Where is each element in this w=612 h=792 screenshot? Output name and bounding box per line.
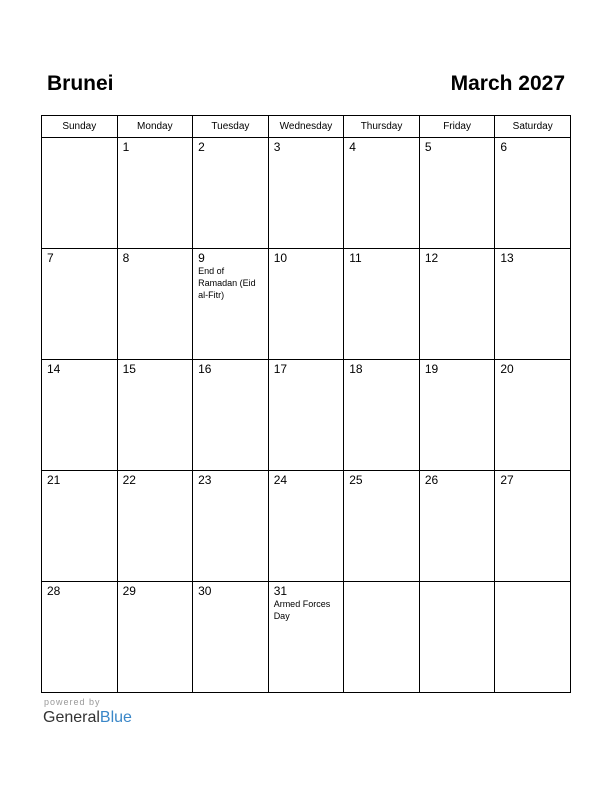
day-cell	[344, 138, 420, 249]
day-number: 1	[122, 140, 130, 154]
weekday-tuesday: Tuesday	[193, 116, 269, 138]
day-number: 17	[273, 362, 288, 376]
day-cell	[495, 138, 571, 249]
calendar-grid	[41, 115, 571, 693]
day-number: 9	[198, 251, 205, 265]
day-number: 2	[198, 140, 205, 154]
week-row	[42, 471, 571, 582]
day-number: 10	[273, 251, 288, 265]
weekday-saturday: Saturday	[495, 116, 571, 138]
day-cell	[268, 582, 344, 693]
holiday-label: Armed Forces Day	[273, 599, 331, 621]
day-cell	[117, 360, 193, 471]
day-number: 31	[273, 584, 288, 598]
day-cell	[42, 138, 118, 249]
day-cell	[42, 582, 118, 693]
day-number: 16	[198, 362, 212, 376]
day-number: 29	[122, 584, 136, 598]
day-cell	[419, 138, 495, 249]
day-number: 23	[198, 473, 212, 487]
day-cell	[268, 360, 344, 471]
day-number: 28	[47, 584, 61, 598]
day-number	[42, 138, 117, 141]
day-number: 5	[424, 140, 432, 154]
day-cell	[193, 138, 269, 249]
day-cell	[117, 249, 193, 360]
day-number: 27	[500, 473, 514, 487]
day-cell	[344, 582, 420, 693]
weekday-friday: Friday	[419, 116, 495, 138]
day-cell	[268, 249, 344, 360]
week-row	[42, 582, 571, 693]
day-number: 6	[500, 140, 508, 154]
day-cell	[42, 360, 118, 471]
day-number: 20	[500, 362, 514, 376]
weekday-thursday: Thursday	[344, 116, 420, 138]
footer-branding	[43, 697, 163, 728]
week-row	[42, 249, 571, 360]
weekday-header-row	[42, 116, 571, 138]
day-cell	[268, 471, 344, 582]
weekday-sunday: Sunday	[42, 116, 118, 138]
day-number: 21	[47, 473, 61, 487]
week-row	[42, 360, 571, 471]
day-number: 18	[349, 362, 363, 376]
holiday-label: End of Ramadan (Eid al-Fitr)	[198, 266, 256, 300]
day-number: 4	[349, 140, 356, 154]
day-number: 30	[198, 584, 212, 598]
day-number: 26	[424, 473, 439, 487]
day-number: 13	[500, 251, 514, 265]
day-number: 12	[424, 251, 439, 265]
day-number	[420, 582, 495, 585]
day-cell	[117, 138, 193, 249]
generalblue-logo[interactable]	[43, 708, 163, 728]
day-number: 8	[122, 251, 130, 265]
day-cell	[193, 471, 269, 582]
day-number: 19	[424, 362, 439, 376]
brand-blue-text: Blue	[99, 709, 132, 726]
country-title: Brunei	[47, 72, 114, 95]
brand-general-text: General	[43, 709, 100, 726]
day-number	[344, 582, 419, 585]
day-number	[495, 582, 570, 585]
day-cell	[495, 360, 571, 471]
day-number: 3	[273, 140, 281, 154]
day-cell	[419, 471, 495, 582]
day-number: 15	[122, 362, 136, 376]
day-cell	[419, 582, 495, 693]
day-number: 14	[47, 362, 61, 376]
day-cell	[193, 582, 269, 693]
day-cell	[495, 582, 571, 693]
day-cell	[42, 471, 118, 582]
powered-by-label: powered by	[44, 697, 101, 707]
day-cell	[419, 249, 495, 360]
day-cell	[268, 138, 344, 249]
day-number: 11	[349, 251, 362, 265]
day-cell	[344, 249, 420, 360]
day-cell	[344, 471, 420, 582]
day-cell	[42, 249, 118, 360]
day-cell	[193, 360, 269, 471]
day-cell	[419, 360, 495, 471]
weekday-monday: Monday	[117, 116, 193, 138]
day-cell	[495, 249, 571, 360]
weekday-wednesday: Wednesday	[268, 116, 344, 138]
day-number: 24	[273, 473, 288, 487]
day-cell	[117, 582, 193, 693]
day-cell	[344, 360, 420, 471]
day-cell	[193, 249, 269, 360]
day-cell	[495, 471, 571, 582]
month-title: March 2027	[450, 72, 565, 95]
day-number: 7	[47, 251, 54, 265]
day-number: 22	[122, 473, 136, 487]
week-row	[42, 138, 571, 249]
day-cell	[117, 471, 193, 582]
day-number: 25	[349, 473, 363, 487]
